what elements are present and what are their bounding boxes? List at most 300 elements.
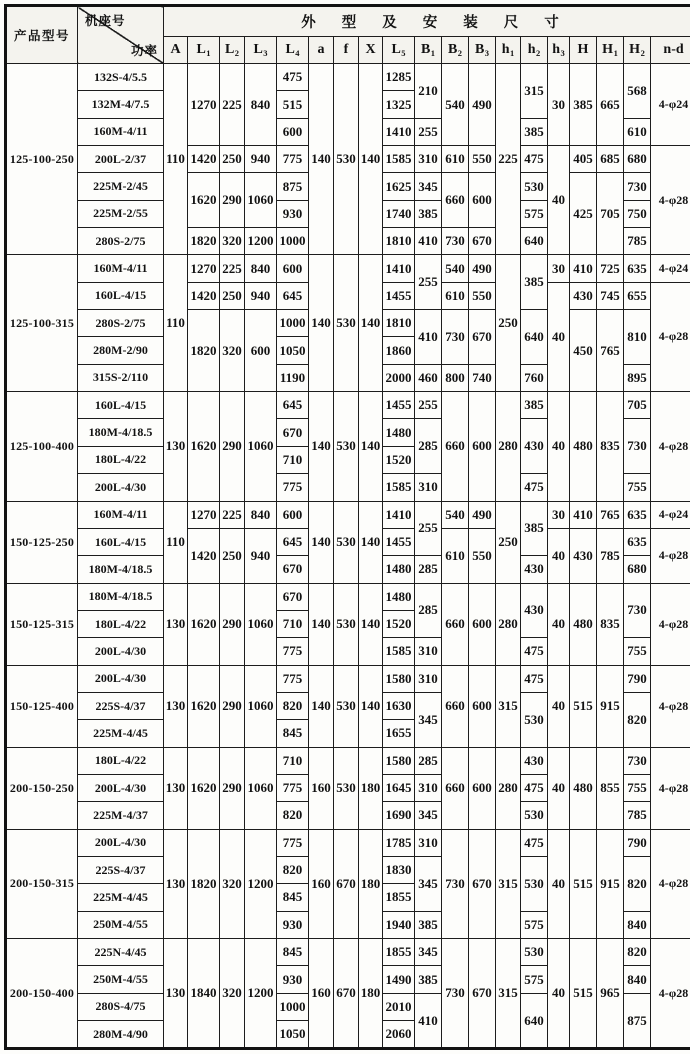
product-model-cell: 150-125-400 xyxy=(6,665,78,747)
dimension-cell: 775 xyxy=(277,638,309,665)
dimension-cell: 840 xyxy=(245,255,277,282)
dimension-cell: 1630 xyxy=(383,692,415,719)
frame-power-cell: 180M-4/18.5 xyxy=(78,556,164,583)
frame-power-cell: 160L-4/15 xyxy=(78,528,164,555)
dimension-cell: 1625 xyxy=(383,173,415,200)
dimension-cell: 110 xyxy=(164,501,188,583)
bolt-holes-cell: 4-φ28 xyxy=(651,282,690,391)
col-header-L5: $L_5$ xyxy=(383,37,415,64)
dimension-cell: 250 xyxy=(220,282,245,309)
col-header-L3: $L_3$ xyxy=(245,37,277,64)
dimension-cell: 385 xyxy=(415,911,442,938)
dimension-cell: 250 xyxy=(220,528,245,583)
dimension-cell: 840 xyxy=(624,911,651,938)
frame-power-cell: 132S-4/5.5 xyxy=(78,64,164,91)
dimension-cell: 320 xyxy=(220,310,245,392)
dimension-cell: 1655 xyxy=(383,720,415,747)
frame-power-cell: 160M-4/11 xyxy=(78,255,164,282)
dimension-cell: 730 xyxy=(624,419,651,474)
dimension-cell: 755 xyxy=(624,474,651,501)
dimension-cell: 130 xyxy=(164,939,188,1049)
dimension-cell: 1050 xyxy=(277,1021,309,1049)
dimension-cell: 1420 xyxy=(188,146,220,173)
dimension-cell: 660 xyxy=(442,392,469,501)
dimension-cell: 600 xyxy=(469,173,496,228)
dimension-cell: 1840 xyxy=(188,939,220,1049)
dimension-cell: 600 xyxy=(277,118,309,145)
dimension-cell: 310 xyxy=(415,665,442,692)
dimension-cell: 130 xyxy=(164,665,188,747)
dimension-cell: 845 xyxy=(277,939,309,966)
dimension-cell: 40 xyxy=(548,747,570,829)
dimension-cell: 40 xyxy=(548,939,570,1049)
frame-power-cell: 160M-4/11 xyxy=(78,501,164,528)
dimension-cell: 40 xyxy=(548,528,570,583)
dimension-cell: 670 xyxy=(277,556,309,583)
frame-power-cell: 225M-2/55 xyxy=(78,200,164,227)
dimension-cell: 1620 xyxy=(188,173,220,228)
dimension-cell: 385 xyxy=(415,200,442,227)
dimension-cell: 345 xyxy=(415,692,442,747)
dimension-cell: 225 xyxy=(220,255,245,282)
frame-number-label: 机座号 xyxy=(85,14,126,28)
dimension-cell: 250 xyxy=(220,146,245,173)
dimension-cell: 820 xyxy=(624,856,651,911)
dimension-cell: 30 xyxy=(548,255,570,282)
dimension-cell: 40 xyxy=(548,282,570,391)
dimension-cell: 385 xyxy=(521,118,548,145)
dimension-cell: 310 xyxy=(415,774,442,801)
bolt-holes-cell: 4-φ28 xyxy=(651,392,690,501)
dimension-cell: 490 xyxy=(469,64,496,146)
dimension-cell: 30 xyxy=(548,501,570,528)
dimension-cell: 315 xyxy=(496,665,521,747)
dimension-cell: 1200 xyxy=(245,939,277,1049)
dimension-cell: 515 xyxy=(277,91,309,118)
dimension-cell: 730 xyxy=(624,747,651,774)
dimension-cell: 345 xyxy=(415,802,442,829)
product-model-cell: 150-125-250 xyxy=(6,501,78,583)
dimension-cell: 1200 xyxy=(245,228,277,255)
dimension-cell: 660 xyxy=(442,747,469,829)
dimension-cell: 1820 xyxy=(188,829,220,938)
dimension-cell: 310 xyxy=(415,146,442,173)
dimension-cell: 430 xyxy=(521,747,548,774)
col-header-H1: $H_1$ xyxy=(597,37,624,64)
dimension-cell: 710 xyxy=(277,610,309,637)
dimension-cell: 310 xyxy=(415,474,442,501)
dimension-cell: 1060 xyxy=(245,747,277,829)
dimension-cell: 315 xyxy=(496,829,521,938)
product-model-cell: 125-100-315 xyxy=(6,255,78,392)
dimension-cell: 1060 xyxy=(245,392,277,501)
dimension-cell: 130 xyxy=(164,747,188,829)
dimension-cell: 568 xyxy=(624,64,651,119)
col-header-H2: $H_2$ xyxy=(624,37,651,64)
dimension-cell: 140 xyxy=(359,501,383,583)
dimension-cell: 775 xyxy=(277,474,309,501)
col-header-X: X xyxy=(359,37,383,64)
dimension-cell: 290 xyxy=(220,392,245,501)
dimension-cell: 635 xyxy=(624,501,651,528)
frame-power-cell: 200L-4/30 xyxy=(78,474,164,501)
dimension-cell: 1480 xyxy=(383,419,415,446)
dimension-cell: 530 xyxy=(521,802,548,829)
dimension-cell: 840 xyxy=(624,966,651,993)
dimension-cell: 655 xyxy=(624,282,651,309)
dimension-table xyxy=(4,4,690,1050)
dimension-cell: 285 xyxy=(415,419,442,474)
dimension-cell: 710 xyxy=(277,446,309,473)
dimension-cell: 530 xyxy=(334,64,359,255)
dimension-cell: 600 xyxy=(469,747,496,829)
frame-power-cell: 200L-4/30 xyxy=(78,665,164,692)
frame-power-cell: 200L-2/37 xyxy=(78,146,164,173)
dimension-cell: 490 xyxy=(469,255,496,282)
dimension-cell: 835 xyxy=(597,583,624,665)
dimension-cell: 530 xyxy=(334,665,359,747)
col-header-L4: $L_4$ xyxy=(277,37,309,64)
dimension-cell: 1455 xyxy=(383,392,415,419)
bolt-holes-cell: 4-φ28 xyxy=(651,829,690,938)
dimension-cell: 600 xyxy=(469,665,496,747)
dimension-cell: 475 xyxy=(521,638,548,665)
dimension-cell: 140 xyxy=(359,255,383,392)
dimension-cell: 820 xyxy=(277,802,309,829)
dimension-cell: 775 xyxy=(277,774,309,801)
dimension-cell: 820 xyxy=(624,692,651,747)
dimension-cell: 40 xyxy=(548,392,570,501)
dimension-cell: 1060 xyxy=(245,583,277,665)
dimension-cell: 730 xyxy=(442,310,469,365)
dimension-cell: 930 xyxy=(277,966,309,993)
frame-power-cell: 280S-4/75 xyxy=(78,993,164,1020)
dimension-cell: 640 xyxy=(521,228,548,255)
dimension-cell: 2060 xyxy=(383,1021,415,1049)
dimension-cell: 670 xyxy=(277,419,309,446)
bolt-holes-cell: 4-φ28 xyxy=(651,583,690,665)
dimension-cell: 480 xyxy=(570,747,597,829)
dimension-cell: 140 xyxy=(309,501,334,583)
dimension-cell: 1940 xyxy=(383,911,415,938)
dimension-cell: 255 xyxy=(415,501,442,556)
dimension-cell: 140 xyxy=(309,64,334,255)
dimension-cell: 320 xyxy=(220,829,245,938)
dimension-cell: 730 xyxy=(624,173,651,200)
dimension-cell: 1580 xyxy=(383,665,415,692)
product-model-header: 产品型号 xyxy=(6,6,78,64)
bolt-holes-cell: 4-φ28 xyxy=(651,146,690,255)
dimension-cell: 490 xyxy=(469,501,496,528)
dimension-cell: 280 xyxy=(496,583,521,665)
dimension-cell: 1520 xyxy=(383,446,415,473)
dimension-cell: 600 xyxy=(277,255,309,282)
dimension-cell: 1820 xyxy=(188,310,220,392)
dimension-cell: 755 xyxy=(624,774,651,801)
dimension-cell: 140 xyxy=(309,392,334,501)
dimension-cell: 130 xyxy=(164,583,188,665)
product-model-cell: 200-150-400 xyxy=(6,939,78,1049)
dimension-cell: 315 xyxy=(496,939,521,1049)
dimension-cell: 660 xyxy=(442,173,469,228)
frame-power-cell: 225M-4/37 xyxy=(78,802,164,829)
col-header-n-d: n-d xyxy=(651,37,690,64)
col-header-f: f xyxy=(334,37,359,64)
dimension-cell: 1270 xyxy=(188,64,220,146)
dimension-cell: 670 xyxy=(469,829,496,938)
dimension-cell: 670 xyxy=(469,228,496,255)
dimension-cell: 835 xyxy=(597,392,624,501)
dimension-cell: 225 xyxy=(496,64,521,255)
dimension-cell: 385 xyxy=(521,392,548,419)
dimension-cell: 710 xyxy=(277,747,309,774)
frame-power-cell: 225N-4/45 xyxy=(78,939,164,966)
dimension-cell: 30 xyxy=(548,64,570,146)
dimension-cell: 140 xyxy=(359,583,383,665)
dimension-cell: 705 xyxy=(624,392,651,419)
dimension-cell: 895 xyxy=(624,364,651,391)
dimension-cell: 320 xyxy=(220,939,245,1049)
dimension-cell: 575 xyxy=(521,966,548,993)
dimension-cell: 1420 xyxy=(188,528,220,583)
frame-power-cell: 225M-4/45 xyxy=(78,720,164,747)
dimension-cell: 750 xyxy=(624,200,651,227)
dimension-cell: 1585 xyxy=(383,474,415,501)
dimension-cell: 685 xyxy=(597,146,624,173)
dimension-cell: 410 xyxy=(415,310,442,365)
dimension-cell: 845 xyxy=(277,720,309,747)
dimension-cell: 530 xyxy=(334,255,359,392)
dimension-cell: 280 xyxy=(496,392,521,501)
bolt-holes-cell: 4-φ24 xyxy=(651,64,690,146)
dimension-cell: 1620 xyxy=(188,583,220,665)
dimension-cell: 670 xyxy=(334,939,359,1049)
frame-power-cell: 225S-4/37 xyxy=(78,692,164,719)
dimension-cell: 785 xyxy=(624,228,651,255)
frame-power-cell: 132M-4/7.5 xyxy=(78,91,164,118)
dimension-cell: 450 xyxy=(570,310,597,392)
col-header-A: A xyxy=(164,37,188,64)
dimension-cell: 940 xyxy=(245,146,277,173)
bolt-holes-cell: 4-φ28 xyxy=(651,939,690,1049)
dimension-cell: 965 xyxy=(597,939,624,1049)
dimension-cell: 785 xyxy=(624,802,651,829)
dimension-cell: 140 xyxy=(359,665,383,747)
dimension-cell: 1620 xyxy=(188,665,220,747)
dimension-cell: 1830 xyxy=(383,856,415,883)
dimension-cell: 840 xyxy=(245,501,277,528)
dimension-cell: 1690 xyxy=(383,802,415,829)
dimension-cell: 930 xyxy=(277,911,309,938)
col-header-B1: $B_1$ xyxy=(415,37,442,64)
dimension-cell: 540 xyxy=(442,255,469,282)
dimension-cell: 130 xyxy=(164,829,188,938)
dimension-cell: 1410 xyxy=(383,118,415,145)
dimension-cell: 1620 xyxy=(188,392,220,501)
dimension-cell: 160 xyxy=(309,939,334,1049)
dimension-cell: 475 xyxy=(521,665,548,692)
dimension-cell: 765 xyxy=(597,310,624,392)
dimension-cell: 320 xyxy=(220,228,245,255)
dimension-cell: 250 xyxy=(496,501,521,583)
dimension-cell: 730 xyxy=(442,829,469,938)
dimension-cell: 820 xyxy=(624,939,651,966)
dimension-cell: 255 xyxy=(415,118,442,145)
dimension-cell: 1740 xyxy=(383,200,415,227)
dimension-cell: 600 xyxy=(469,583,496,665)
dimension-cell: 475 xyxy=(521,829,548,856)
dimension-cell: 1190 xyxy=(277,364,309,391)
dimension-cell: 310 xyxy=(415,638,442,665)
bolt-holes-cell: 4-φ28 xyxy=(651,665,690,747)
dimension-cell: 1410 xyxy=(383,501,415,528)
frame-power-cell: 280M-4/90 xyxy=(78,1021,164,1049)
dimension-cell: 1855 xyxy=(383,939,415,966)
dimension-cell: 760 xyxy=(521,364,548,391)
dimension-cell: 1270 xyxy=(188,501,220,528)
dimension-cell: 530 xyxy=(521,939,548,966)
dimension-cell: 410 xyxy=(570,501,597,528)
dimension-cell: 1000 xyxy=(277,228,309,255)
dimension-cell: 775 xyxy=(277,146,309,173)
frame-power-cell: 280M-2/90 xyxy=(78,337,164,364)
dimension-cell: 1520 xyxy=(383,610,415,637)
dimension-cell: 600 xyxy=(277,501,309,528)
dimension-cell: 430 xyxy=(521,556,548,583)
dimension-cell: 1860 xyxy=(383,337,415,364)
dimension-cell: 530 xyxy=(334,583,359,665)
frame-power-cell: 250M-4/55 xyxy=(78,911,164,938)
dimension-cell: 530 xyxy=(521,692,548,747)
col-header-B3: $B_3$ xyxy=(469,37,496,64)
dimension-cell: 290 xyxy=(220,173,245,228)
frame-power-cell: 225M-4/45 xyxy=(78,884,164,911)
dimension-cell: 670 xyxy=(469,939,496,1049)
dimension-cell: 1060 xyxy=(245,665,277,747)
dimension-cell: 475 xyxy=(521,146,548,173)
dimension-cell: 140 xyxy=(309,583,334,665)
dimension-cell: 775 xyxy=(277,665,309,692)
dimension-cell: 255 xyxy=(415,392,442,419)
dimension-cell: 1060 xyxy=(245,173,277,228)
dimension-cell: 515 xyxy=(570,665,597,747)
dimension-cell: 645 xyxy=(277,528,309,555)
col-header-a: a xyxy=(309,37,334,64)
dimension-cell: 290 xyxy=(220,665,245,747)
frame-power-cell: 225M-2/45 xyxy=(78,173,164,200)
dimension-cell: 40 xyxy=(548,583,570,665)
dimension-cell: 1585 xyxy=(383,146,415,173)
dimension-cell: 725 xyxy=(597,255,624,282)
bolt-holes-cell: 4-φ28 xyxy=(651,528,690,583)
dimension-cell: 430 xyxy=(521,583,548,638)
dimension-cell: 550 xyxy=(469,528,496,583)
dimension-cell: 475 xyxy=(521,774,548,801)
dimension-cell: 600 xyxy=(245,310,277,392)
dimension-cell: 310 xyxy=(415,829,442,856)
dimension-cell: 550 xyxy=(469,282,496,309)
frame-power-cell: 200L-4/30 xyxy=(78,829,164,856)
dimension-cell: 160 xyxy=(309,747,334,829)
dimension-cell: 915 xyxy=(597,829,624,938)
dimension-cell: 875 xyxy=(277,173,309,200)
dimension-cell: 635 xyxy=(624,255,651,282)
dimension-cell: 345 xyxy=(415,856,442,911)
dimension-cell: 140 xyxy=(359,392,383,501)
dimension-cell: 645 xyxy=(277,282,309,309)
frame-power-cell: 180L-4/22 xyxy=(78,446,164,473)
dimension-cell: 410 xyxy=(570,255,597,282)
bolt-holes-cell: 4-φ24 xyxy=(651,255,690,282)
dimension-cell: 1410 xyxy=(383,255,415,282)
dimension-cell: 1620 xyxy=(188,747,220,829)
dimension-cell: 285 xyxy=(415,583,442,638)
dimension-cell: 1420 xyxy=(188,282,220,309)
dimension-cell: 610 xyxy=(442,528,469,583)
dimension-cell: 130 xyxy=(164,392,188,501)
dimension-cell: 1200 xyxy=(245,829,277,938)
dimension-cell: 660 xyxy=(442,665,469,747)
dimension-cell: 1270 xyxy=(188,255,220,282)
dimension-cell: 730 xyxy=(442,228,469,255)
dimension-cell: 225 xyxy=(220,501,245,528)
dimension-cell: 405 xyxy=(570,146,597,173)
col-header-L2: $L_2$ xyxy=(220,37,245,64)
bolt-holes-cell: 4-φ28 xyxy=(651,747,690,829)
dimension-cell: 800 xyxy=(442,364,469,391)
dimension-cell: 385 xyxy=(415,966,442,993)
dimension-cell: 1455 xyxy=(383,282,415,309)
frame-power-cell: 200L-4/30 xyxy=(78,638,164,665)
dimension-cell: 745 xyxy=(597,282,624,309)
dimension-cell: 640 xyxy=(521,993,548,1049)
dimension-cell: 180 xyxy=(359,829,383,938)
col-header-h1: $h_1$ xyxy=(496,37,521,64)
dimension-cell: 1820 xyxy=(188,228,220,255)
dimension-cell: 515 xyxy=(570,829,597,938)
col-header-L1: $L_1$ xyxy=(188,37,220,64)
dimension-cell: 680 xyxy=(624,146,651,173)
dimension-cell: 530 xyxy=(334,392,359,501)
frame-power-cell: 180L-4/22 xyxy=(78,610,164,637)
dimension-cell: 840 xyxy=(245,64,277,146)
dimension-cell: 670 xyxy=(469,310,496,365)
frame-power-cell: 160L-4/15 xyxy=(78,282,164,309)
dimension-cell: 225 xyxy=(220,64,245,146)
product-model-cell: 200-150-315 xyxy=(6,829,78,938)
dimension-cell: 1855 xyxy=(383,884,415,911)
dimension-cell: 425 xyxy=(570,173,597,255)
dimension-cell: 530 xyxy=(521,173,548,200)
dimension-cell: 540 xyxy=(442,501,469,528)
dimension-cell: 140 xyxy=(309,665,334,747)
dimension-cell: 610 xyxy=(442,282,469,309)
dimension-cell: 180 xyxy=(359,747,383,829)
frame-power-cell: 200L-4/30 xyxy=(78,774,164,801)
dimension-cell: 730 xyxy=(624,583,651,638)
dimension-cell: 1050 xyxy=(277,337,309,364)
dimension-cell: 515 xyxy=(570,939,597,1049)
dimension-cell: 290 xyxy=(220,747,245,829)
dimension-cell: 645 xyxy=(277,392,309,419)
product-model-cell: 200-150-250 xyxy=(6,747,78,829)
dimension-cell: 875 xyxy=(624,993,651,1049)
dimension-cell: 610 xyxy=(442,146,469,173)
outline-installation-dimensions-header: 外型及安装尺寸 xyxy=(164,6,690,37)
frame-power-cell: 280S-2/75 xyxy=(78,228,164,255)
frame-power-cell: 160L-4/15 xyxy=(78,392,164,419)
dimension-cell: 40 xyxy=(548,829,570,938)
